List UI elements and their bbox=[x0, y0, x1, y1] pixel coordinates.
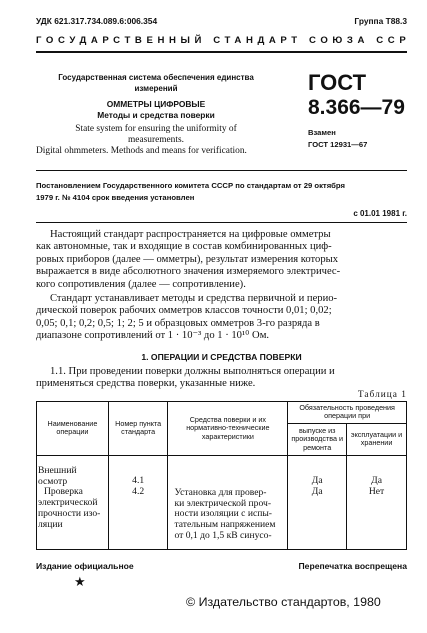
state-standard-line: ГОСУДАРСТВЕННЫЙ СТАНДАРТ СОЮЗА ССР bbox=[36, 35, 411, 46]
header-operation-name: Наименование операции bbox=[37, 402, 109, 456]
paragraph-line: Настоящий стандарт распространяется на цифровые омметры bbox=[50, 229, 331, 240]
paragraph-line: 1.1. При проведении поверки должны выполняться операции и bbox=[50, 366, 335, 377]
row2-operation: Нет bbox=[368, 485, 385, 497]
star-icon: ★ bbox=[74, 574, 86, 589]
paragraph-line: как автономные, так и входящие в состав комбинированных циф- bbox=[36, 241, 332, 253]
row2-item: 4.2 bbox=[132, 485, 145, 497]
cell-release bbox=[288, 455, 347, 549]
replaces-label: Взамен bbox=[308, 128, 336, 137]
header-obligation: Обязательность проведения операции при bbox=[288, 402, 407, 424]
row2-means-line: ности изоляции с испы- bbox=[174, 508, 272, 520]
row2-op-line: прочности изо- bbox=[38, 508, 101, 519]
english-title-line-3: Digital ohmmeters. Methods and means for verification. bbox=[36, 146, 247, 156]
effective-date: с 01.01 1981 г. bbox=[353, 209, 407, 218]
english-title-line-2: measurements. bbox=[128, 135, 184, 145]
udk-code: УДК 621.317.734.089.6:006.354 bbox=[36, 16, 158, 26]
row2-means-line: Установка для провер- bbox=[174, 486, 267, 498]
standard-subname: Методы и средства поверки bbox=[97, 110, 215, 120]
row1-release: Да bbox=[311, 474, 323, 486]
paragraph-line: дической поверок рабочих омметров классов точности 0,01; 0,02; bbox=[36, 305, 332, 317]
header-release-repair: выпуске из производства и ремонта bbox=[288, 423, 347, 455]
title-rule bbox=[36, 170, 407, 171]
decree-rule bbox=[36, 222, 407, 223]
row1-operation: Да bbox=[371, 474, 382, 486]
paragraph-line: выражается в виде абсолютного значения измеряемого электричес- bbox=[36, 266, 341, 278]
header-verification-means: Средства поверки и их нормативно-технические характеристики bbox=[168, 402, 288, 456]
gost-label: ГОСТ bbox=[308, 70, 367, 95]
decree-line-1: Постановлением Государственного комитета СССР по стандартам от 29 октября bbox=[36, 181, 346, 190]
paragraph-operations bbox=[36, 366, 407, 391]
row2-op-line: ляции bbox=[38, 518, 63, 530]
system-line-1: Государственная система обеспечения единства bbox=[58, 73, 254, 82]
section-title: 1. ОПЕРАЦИИ И СРЕДСТВА ПОВЕРКИ bbox=[141, 352, 302, 362]
reprint-prohibited: Перепечатка воспрещена bbox=[298, 561, 407, 571]
row1-item: 4.1 bbox=[132, 474, 145, 486]
row2-means-line: тательным напряжением bbox=[174, 519, 276, 531]
header-item-number: Номер пункта стандарта bbox=[108, 402, 168, 456]
paragraph-line: 0,05; 0,1; 0,2; 0,5; 1; 2; 5 и образцовых омметров 3-го разряда в bbox=[36, 317, 320, 329]
table-caption: Таблица 1 bbox=[357, 390, 407, 400]
paragraph-line: Стандарт устанавливает методы и средства первичной и перио- bbox=[50, 293, 338, 304]
paragraph-line: диапазоне сопротивлений от 1 · 10⁻³ до 1 · 10¹⁰ Ом. bbox=[36, 330, 270, 342]
english-title-line-1: State system for ensuring the uniformity of bbox=[75, 124, 237, 134]
replaces-value: ГОСТ 12931—67 bbox=[308, 140, 368, 149]
row2-means-line: от 0,1 до 1,5 кВ синусо- bbox=[174, 530, 272, 541]
paragraph-line: ровых приборов (далее — омметры), результат измерения которых bbox=[36, 253, 339, 265]
row2-release: Да bbox=[311, 485, 323, 497]
paragraph-scope bbox=[36, 229, 407, 291]
paragraph-line: применяться средства поверки, указанные ниже. bbox=[36, 378, 256, 390]
row2-op-line: Проверка bbox=[44, 486, 83, 498]
header-operation-storage: эксплуатации и хранении bbox=[347, 423, 407, 455]
cell-means bbox=[168, 455, 288, 549]
copyright: © Издательство стандартов, 1980 bbox=[186, 595, 381, 609]
cell-operation bbox=[347, 455, 407, 549]
operations-table bbox=[36, 401, 407, 550]
row2-op-line: электрической bbox=[38, 497, 98, 509]
cell-operations bbox=[37, 455, 109, 549]
paragraph-methods bbox=[36, 293, 407, 343]
cell-item-numbers bbox=[108, 455, 168, 549]
row1-op-line: Внешний bbox=[38, 464, 77, 476]
system-line-2: измерений bbox=[134, 84, 178, 93]
official-edition: Издание официальное bbox=[36, 561, 134, 571]
standard-name: ОММЕТРЫ ЦИФРОВЫЕ bbox=[106, 99, 206, 109]
decree-line-2: 1979 г. № 4104 срок введения установлен bbox=[36, 193, 195, 202]
row1-op-line: осмотр bbox=[38, 475, 68, 487]
header-rule bbox=[36, 51, 407, 53]
gost-number: 8.366—79 bbox=[308, 96, 405, 119]
group-code: Группа Т88.3 bbox=[354, 16, 407, 26]
paragraph-line: кого сопротивления (далее — сопротивление). bbox=[36, 278, 246, 290]
row2-means-line: ки электрической проч- bbox=[174, 497, 272, 509]
